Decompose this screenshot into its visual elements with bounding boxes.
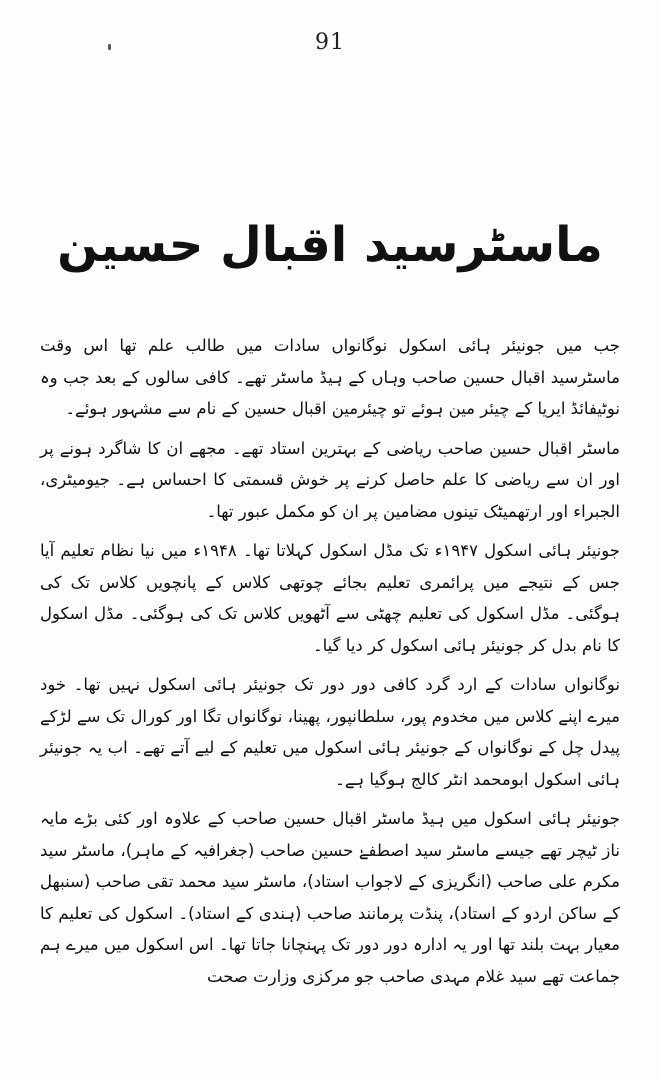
page-number: 91 [315,30,345,55]
chapter-title: ماسٹرسید اقبال حسین [57,217,603,273]
paragraph-3: جونیئر ہائی اسکول ۱۹۴۷ء تک مڈل اسکول کہلاتا تھا۔ ۱۹۴۸ء میں نیا نظام تعلیم آیا جس کے نتیجے میں پرائمری تعلیم بجائے چوتھی کلاس کے پانچویں کلاس تک کی ہوگئی۔ مڈل اسکول کی تعلیم چھٹی سے آٹھویں کلاس تک کی ہوگئی۔ مڈل اسکول کا نام بدل کر جونیئر ہائی اسکول کر دیا گیا۔ [40,541,620,655]
paragraph-4: نوگانواں سادات کے ارد گرد کافی دور دور تک جونیئر ہائی اسکول نہیں تھا۔ خود میرے اپنے کلاس میں مخدوم پور، سلطانپور، پھینا، نوگانواں تگا اور کورال تک سے لڑکے پیدل چل کے نوگانواں کے جونیئر ہائی اسکول میں تعلیم کے لیے آتے تھے۔ اب یہ جونیئر ہائی اسکول ابومحمد انٹر کالج ہوگیا ہے۔ [40,675,620,789]
body-text [40,330,620,1000]
paragraph-1: جب میں جونیئر ہائی اسکول نوگانواں سادات میں طالب علم تھا اس وقت ماسٹرسید اقبال حسین صاحب وہاں کے ہیڈ ماسٹر تھے۔ کافی سالوں کے بعد جب وہ نوٹیفائڈ ایریا کے چیئر مین ہوئے تو چیئرمین اقبال حسین کے نام سے مشہور ہوئے۔ [40,336,620,418]
paragraph-2: ماسٹر اقبال حسین صاحب ریاضی کے بہترین استاد تھے۔ مجھے ان کا شاگرد ہونے پر اور ان سے ریاضی کا علم حاصل کرنے پر خوش قسمتی کا احساس ہے۔ جیومیٹری، الجبراء اور ارتھمیٹک تینوں مضامین پر ان کو مکمل عبور تھا۔ [40,438,620,521]
paragraph-5: جونیئر ہائی اسکول میں ہیڈ ماسٹر اقبال حسین صاحب کے علاوہ اور کئی بڑے مایہ ناز ٹیچر تھے جیسے ماسٹر سید اصطفےٰ حسین صاحب (جغرافیہ کے ماہر)، ماسٹر سید مکرم علی صاحب (انگریزی کے لاجواب استاد)، ماسٹر سید محمد تقی صاحب (سنبھل کے ساکن اردو کے استاد)، پنڈت پرمانند صاحب (ہندی کے استاد)۔ اسکول کی تعلیم کا معیار بہت بلند تھا اور یہ ادارہ دور دور تک پہنچانا جاتا تھا۔ اس اسکول میں میرے ہم جماعت تھے سید غلام مہدی صاحب جو مرکزی وزارت صحت [40,809,620,986]
